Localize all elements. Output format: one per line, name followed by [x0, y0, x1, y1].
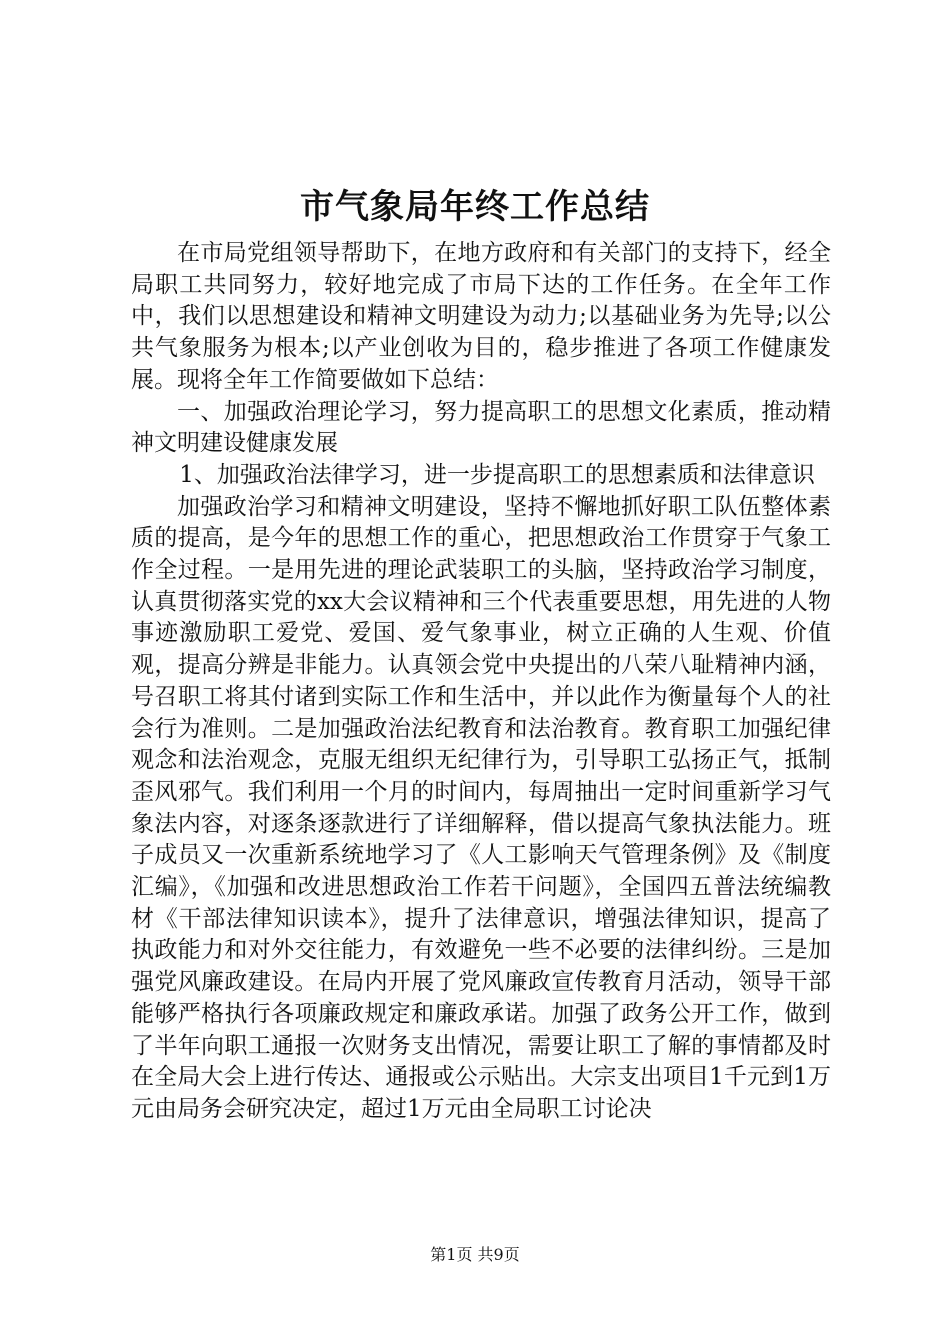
- page-number-footer: 第1页 共9页: [430, 1245, 520, 1264]
- section-heading-1: 一、加强政治理论学习，努力提高职工的思想文化素质，推动精神文明建设健康发展: [131, 398, 831, 457]
- document-body: [131, 238, 831, 1126]
- body-paragraph: 加强政治学习和精神文明建设，坚持不懈地抓好职工队伍整体素质的提高，是今年的思想工作的重心，把思想政治工作贯穿于气象工作全过程。一是用先进的理论武装职工的头脑，坚持政治学习制度，认真贯彻落实党的xx大会议精神和三个代表重要思想，用先进的人物事迹激励职工爱党、爱国、爱气象事业，树立正确的人生观、价值观，提高分辨是非能力。认真领会党中央提出的八荣八耻精神内涵，号召职工将其付诸到实际工作和生活中，并以此作为衡量每个人的社会行为准则。二是加强政治法纪教育和法治教育。教育职工加强纪律观念和法治观念，克服无组织无纪律行为，引导职工弘扬正气，抵制歪风邪气。我们利用一个月的时间内，每周抽出一定时间重新学习气象法内容，对逐条逐款进行了详细解释，借以提高气象执法能力。班子成员又一次重新系统地学习了《人工影响天气管理条例》及《制度汇编》，《加强和改进思想政治工作若干问题》，全国四五普法统编教材《干部法律知识读本》，提升了法律意识，增强法律知识，提高了执政能力和对外交往能力，有效避免一些不必要的法律纠纷。三是加强党风廉政建设。在局内开展了党风廉政宣传教育月活动，领导干部能够严格执行各项廉政规定和廉政承诺。加强了政务公开工作，做到了半年向职工通报一次财务支出情况，需要让职工了解的事情都及时在全局大会上进行传达、通报或公示贴出。大宗支出项目1千元到1万元由局务会研究决定，超过1万元由全局职工讨论决: [131, 493, 831, 1122]
- intro-paragraph: 在市局党组领导帮助下，在地方政府和有关部门的支持下，经全局职工共同努力，较好地完成了市局下达的工作任务。在全年工作中，我们以思想建设和精神文明建设为动力;以基础业务为先导;以公共气象服务为根本;以产业创收为目的，稳步推进了各项工作健康发展。现将全年工作简要做如下总结：: [131, 240, 831, 393]
- document-title: 市气象局年终工作总结: [300, 187, 650, 227]
- subsection-heading-1-1: 1、加强政治法律学习，进一步提高职工的思想素质和法律意识: [179, 461, 815, 488]
